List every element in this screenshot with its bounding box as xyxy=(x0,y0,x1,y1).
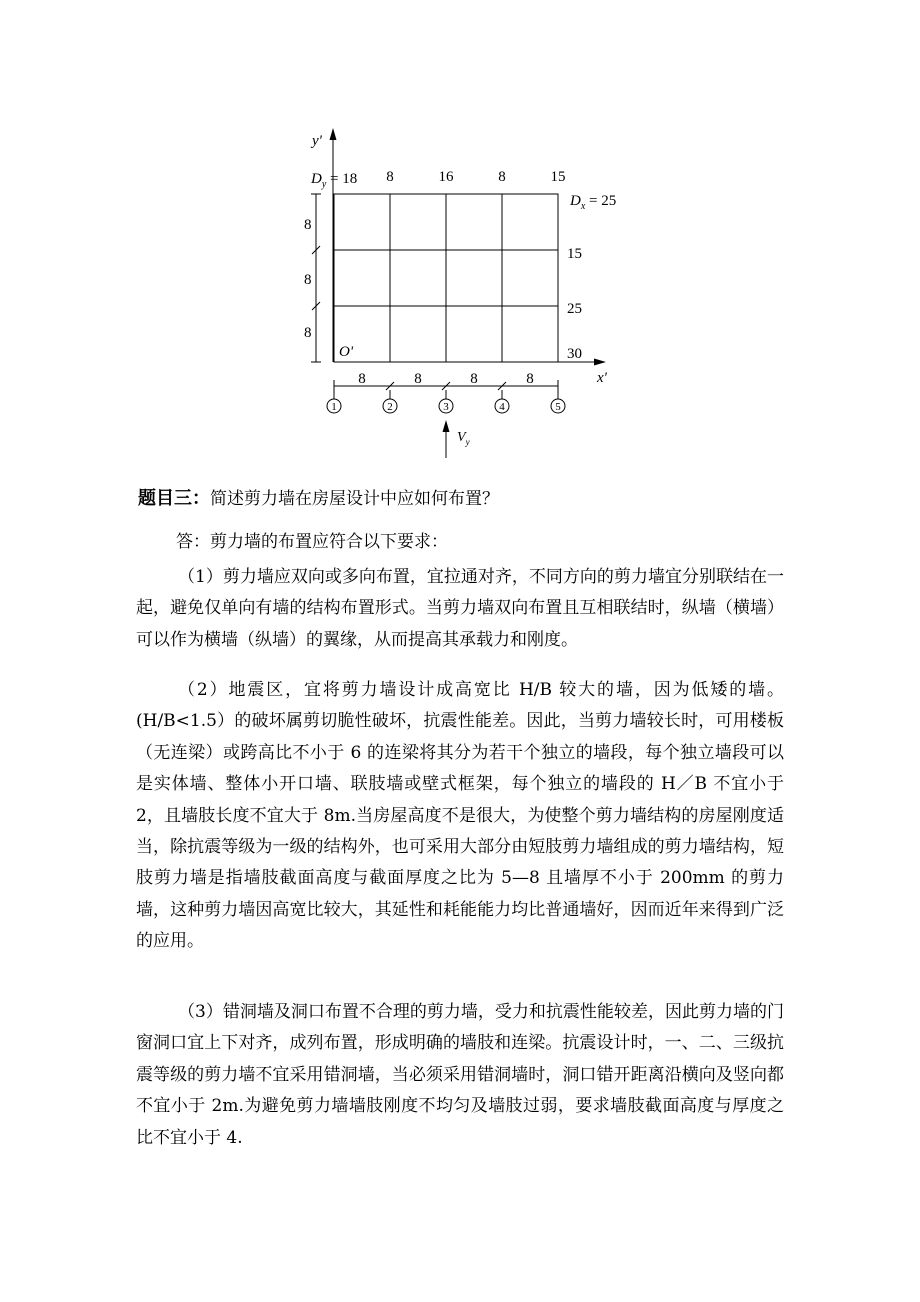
left-dim-value: 8 xyxy=(304,325,312,341)
axis-number: 2 xyxy=(387,401,393,413)
force-arrow-head xyxy=(443,420,450,432)
x-axis-arrow xyxy=(594,359,606,366)
right-value: 15 xyxy=(567,246,582,262)
origin-label: O' xyxy=(339,344,354,360)
right-value: 25 xyxy=(567,301,582,317)
dy-label: $D_y = 18$ xyxy=(311,171,358,190)
dx-label: $D_x = 25$ xyxy=(570,193,617,212)
paragraph-3: （3）错洞墙及洞口布置不合理的剪力墙，受力和抗震性能较差，因此剪力墙的门窗洞口宜上下对齐，成列布置，形成明确的墙肢和连梁。抗震设计时，一、二、三级抗震等级的剪力墙不宜采用错洞墙，当必须采用错洞墙时，洞口错开距离沿横向及竖向都不宜小于 2m.为避免剪力墙墙肢刚度不均匀及墙肢过弱，要求墙肢截面高度与厚度之比不宜小于 4. xyxy=(136,1002,784,1148)
x-axis-label: x' xyxy=(597,370,607,386)
top-value: 8 xyxy=(498,169,506,185)
left-dim-value: 8 xyxy=(304,217,312,233)
answer-intro: 答：剪力墙的布置应符合以下要求： xyxy=(176,532,448,552)
axis-number: 4 xyxy=(499,401,505,413)
left-dim-value: 8 xyxy=(304,272,312,288)
bottom-dim-value: 8 xyxy=(414,371,422,387)
question-label: 题目三： xyxy=(138,488,210,509)
question-text: 简述剪力墙在房屋设计中应如何布置？ xyxy=(210,489,499,509)
bottom-dim-value: 8 xyxy=(358,371,366,387)
bottom-dim-value: 8 xyxy=(470,371,478,387)
paragraph-1: （1）剪力墙应双向或多向布置，宜拉通对齐，不同方向的剪力墙宜分别联结在一起，避免仅单向有墙的结构布置形式。当剪力墙双向布置且互相联结时，纵墙（横墙）可以作为横墙（纵墙）的翼缘，从而提高其承载力和刚度。 xyxy=(136,567,784,650)
top-value: 15 xyxy=(550,169,566,185)
axis-number: 5 xyxy=(555,401,561,413)
top-value: 16 xyxy=(438,169,454,185)
shear-wall-plan-figure xyxy=(0,0,920,470)
question-line xyxy=(138,484,499,510)
y-axis-label: y' xyxy=(312,133,322,149)
y-axis-arrow xyxy=(330,128,337,140)
bottom-dim-value: 8 xyxy=(526,371,534,387)
top-value: 8 xyxy=(386,169,394,185)
force-label: $V_y$ xyxy=(457,430,470,447)
axis-number: 1 xyxy=(331,401,337,413)
axis-number: 3 xyxy=(443,401,449,413)
right-value: 30 xyxy=(567,346,582,362)
paragraph-2: （2）地震区，宜将剪力墙设计成高宽比 H/B 较大的墙，因为低矮的墙。(H/B<1.5）的破坏属剪切脆性破坏，抗震性能差。因此，当剪力墙较长时，可用楼板（无连梁）或跨高比不小于 6 的连梁将其分为若干个独立的墙段，每个独立墙段可以是实体墙、整体小开口墙、联肢墙或壁式框架，每个独立的墙段的 H／B 不宜小于 2，且墙肢长度不宜大于 8m.当房屋高度不是很大，为使整个剪力墙结构的房屋刚度适当，除抗震等级为一级的结构外，也可采用大部分由短肢剪力墙组成的剪力墙结构，短肢剪力墙是指墙肢截面高度与截面厚度之比为 5—8 且墙厚不小于 200mm 的剪力墙，这种剪力墙因高宽比较大，其延性和耗能能力均比普通墙好，因而近年来得到广泛的应用。 xyxy=(136,680,784,952)
